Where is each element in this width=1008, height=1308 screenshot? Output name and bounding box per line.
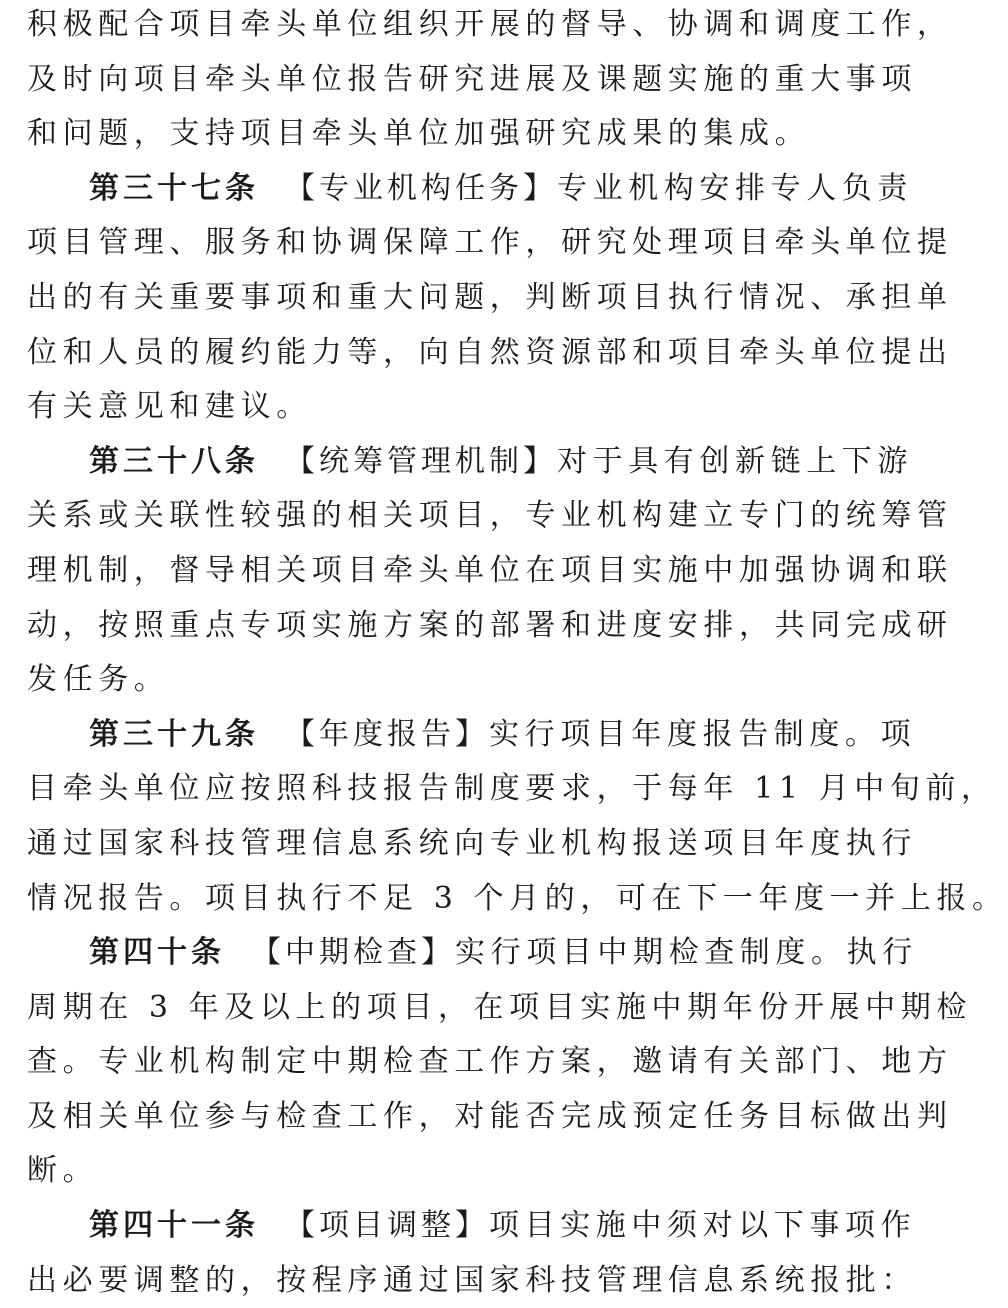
text-line: 和问题，支持项目牵头单位加强研究成果的集成。 [27, 116, 811, 152]
article-number: 第三十七条 [89, 170, 259, 206]
article-text: 项目实施中须对以下事项作 [489, 1208, 917, 1244]
text-line [27, 162, 913, 217]
article-title: 【项目调整】 [285, 1208, 489, 1244]
text-line: 及相关单位参与检查工作，对能否完成预定任务目标做出判 [27, 1098, 953, 1134]
text-line: 及时向项目牵头单位报告研究进展及课题实施的重大事项 [27, 61, 917, 97]
text-line: 项目管理、服务和协调保障工作，研究处理项目牵头单位提 [27, 225, 953, 261]
article-number: 第四十条 [89, 935, 225, 971]
article-39 [27, 708, 1008, 926]
article-37 [27, 162, 953, 435]
article-title: 【年度报告】 [285, 716, 489, 752]
article-38 [27, 435, 953, 708]
article-title: 【中期检查】 [251, 935, 455, 971]
article-number: 第三十八条 [89, 443, 259, 479]
text-line: 出必要调整的，按程序通过国家科技管理信息系统报批： [27, 1262, 917, 1298]
text-line: 出的有关重要事项和重大问题，判断项目执行情况、承担单 [27, 279, 953, 315]
text-line: 断。 [27, 1153, 99, 1189]
article-title: 【统筹管理机制】 [285, 443, 557, 479]
paragraph [27, 0, 953, 162]
text-line [27, 708, 917, 763]
article-number: 第四十一条 [89, 1208, 259, 1244]
text-line: 有关意见和建议。 [27, 389, 312, 425]
text-line [27, 435, 913, 490]
text-line [27, 926, 918, 981]
text-line [27, 1199, 917, 1254]
text-line: 情况报告。项目执行不足 3 个月的，可在下一年度一并上报。 [27, 880, 1008, 916]
text-line: 周期在 3 年及以上的项目，在项目实施中期年份开展中期检 [27, 989, 972, 1025]
article-text: 实行项目中期检查制度。执行 [455, 935, 918, 971]
article-text: 专业机构安排专人负责 [557, 170, 913, 206]
article-text: 对于具有创新链上下游 [557, 443, 913, 479]
text-line: 积极配合项目牵头单位组织开展的督导、协调和调度工作， [27, 7, 953, 42]
article-41 [27, 1199, 917, 1308]
text-line: 发任务。 [27, 662, 170, 698]
article-number: 第三十九条 [89, 716, 259, 752]
article-text: 实行项目年度报告制度。项 [489, 716, 917, 752]
text-line: 理机制，督导相关项目牵头单位在项目实施中加强协调和联 [27, 552, 953, 588]
text-line: 位和人员的履约能力等，向自然资源部和项目牵头单位提出 [27, 334, 953, 370]
text-line: 通过国家科技管理信息系统向专业机构报送项目年度执行 [27, 825, 917, 861]
text-line: 查。专业机构制定中期检查工作方案，邀请有关部门、地方 [27, 1044, 953, 1080]
text-line: 关系或关联性较强的相关项目，专业机构建立专门的统筹管 [27, 498, 953, 534]
text-line: 动，按照重点专项实施方案的部署和进度安排，共同完成研 [27, 607, 953, 643]
article-title: 【专业机构任务】 [285, 170, 557, 206]
article-40 [27, 926, 972, 1199]
text-line: 目牵头单位应按照科技报告制度要求，于每年 11 月中旬前， [27, 771, 997, 807]
